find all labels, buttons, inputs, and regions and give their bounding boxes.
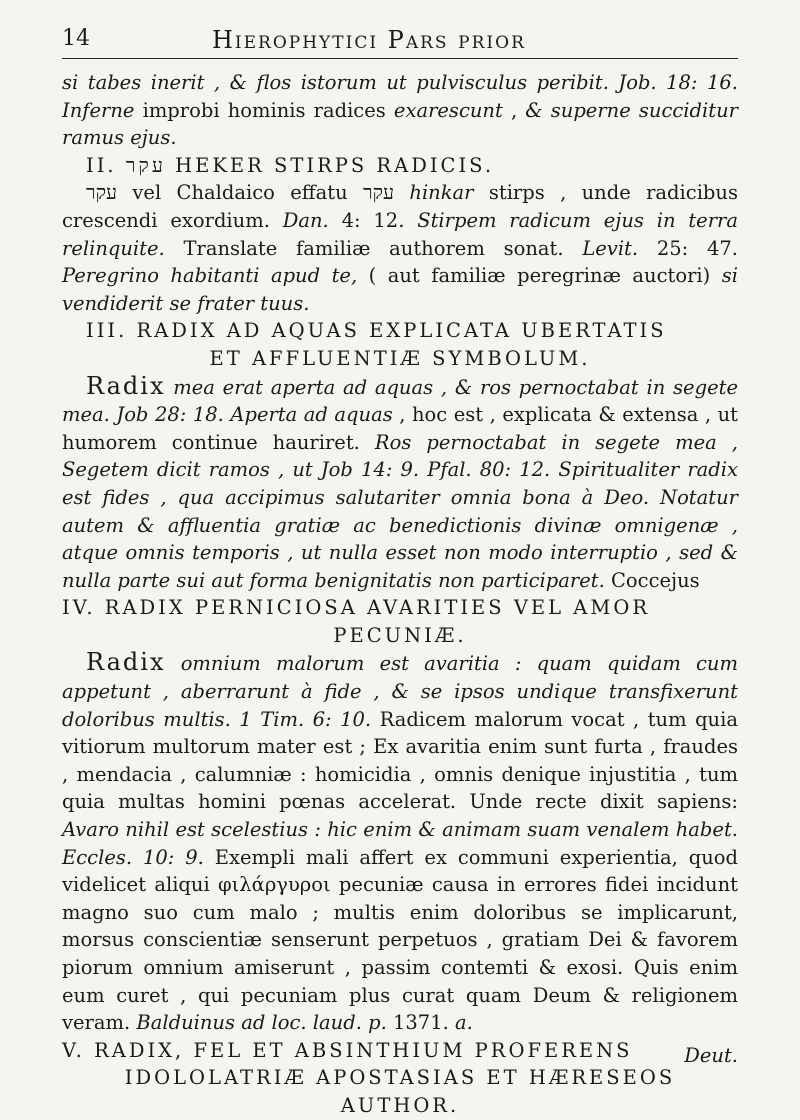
text-span: Avaro nihil est scelestius : hic enim & animam suam venalem habet. Eccles. 10: 9. <box>62 818 738 869</box>
text-span: si tabes inerit , & flos istorum ut pulvisculus peribit. Job. 18: 16. <box>62 71 738 94</box>
section-title: HEKER STIRPS RADICIS. <box>165 153 495 177</box>
text-span: 1371. <box>386 1011 456 1035</box>
text-span: mea erat aperta ad aquas , & ros pernoctabat in segete mea. Job 28: 18. <box>62 375 738 427</box>
page-number: 14 <box>62 26 90 51</box>
page-header <box>62 24 738 59</box>
text-span: a. <box>455 1011 473 1035</box>
text-span: Coccejus <box>604 568 700 592</box>
catchword: Deut. <box>684 1044 738 1067</box>
section-3-heading-line2: ET AFFLUENTIÆ SYMBOLUM. <box>209 346 591 370</box>
text-span: Spiritualiter radix est fides , qua accipimus salutariter omnia bona à Deo. Notatur autem & affluentia gratiæ ac benedictionis divinæ omnigenæ , atque omnis temporis , ut nulla esset non modo interruptio , sed & nulla parte sui aut forma benignitatis non participaret. <box>62 458 738 592</box>
section-2-body <box>62 179 738 317</box>
text-span: Radicem malorum vocat , tum quia vitiorum multorum mater est ; Ex avaritia enim sunt furta , fraudes , mendacia , calumniæ : homicidia , omnis denique injustitia , tum quia multas homini pœnas accelerat. Unde recte dixit sapiens: <box>62 707 738 814</box>
paragraph-continuation <box>62 69 738 152</box>
text-span: si vendiderit se frater tuus. <box>62 264 738 315</box>
text-span: 25: 47. <box>638 236 739 260</box>
text-span: stirps , unde radicibus crescendi exordium. <box>62 181 738 232</box>
lead-word: Radix <box>86 371 166 400</box>
section-5-heading: V. RADIX, FEL ET ABSINTHIUM PROFERENS <box>62 1038 633 1062</box>
section-4-heading-line2: PECUNIÆ. <box>333 623 467 647</box>
running-title: Hierophytici Pars prior <box>212 26 526 54</box>
hebrew-word: עקר <box>125 153 166 177</box>
text-span: Stirpem radicum ejus in terra relinquite. <box>62 208 738 260</box>
lead-word: Radix <box>86 648 166 677</box>
text-span: Inferne <box>62 98 135 122</box>
section-3-heading: III. RADIX AD AQUAS EXPLICATA UBERTATIS <box>86 319 667 343</box>
text-span: Levit. <box>582 236 639 260</box>
section-4-heading: IV. RADIX PERNICIOSA AVARITIES VEL AMOR <box>62 596 651 620</box>
section-5-heading-line3: AUTHOR. <box>340 1093 460 1117</box>
text-span: , <box>502 98 526 122</box>
text-span: Ros pernoctabat in segete mea , Segetem dicit ramos , ut Job 14: 9. Pfal. 80: 12. <box>62 430 738 482</box>
text-span: omnium malorum est avaritia : quam quidam cum appetunt , aberrarunt à fide , & se ipsos undique transfixerunt doloribus multis. 1 Tim. 6: 10. <box>62 652 738 731</box>
text-span: ( aut familiæ peregrinæ auctori) <box>357 264 722 288</box>
text-span: 4: 12. <box>328 208 418 232</box>
section-4-body <box>62 649 738 1036</box>
text-span: Aperta ad aquas <box>230 403 393 427</box>
text-span: Dan. <box>282 208 329 232</box>
section-2-heading <box>62 152 738 180</box>
text-span: Balduinus ad loc. laud. p. <box>136 1011 387 1035</box>
text-span: improbi hominis radices <box>134 98 394 122</box>
main-text <box>62 69 738 1120</box>
text-span: exarescunt <box>393 98 503 122</box>
text-span: Exempli mali affert ex communi experientia, quod videlicet aliqui φιλάργυροι pecuniæ causa in errores fidei incidunt magno suo cum malo ; multis enim doloribus se implicarunt, morsus conscientiæ senserunt perpetuos , gratiam Dei & favorem piorum omnium amiserunt , passim contemti & exosi. Quis enim eum curet , qui pecuniam plus curat quam Deum & religionem veram. <box>62 845 738 1035</box>
text-span: Peregrino habitanti apud te, <box>62 264 358 288</box>
text-span: Translate familiæ authorem sonat. <box>164 236 583 260</box>
text-span: hinkar <box>409 181 474 205</box>
section-5-heading-line2: IDOLOLATRIÆ APOSTASIAS ET HÆRESEOS <box>124 1066 676 1090</box>
text-span: עקר vel Chaldaico effatu עקר <box>86 181 410 205</box>
text-span: , hoc est , explicata & extensa , ut humorem continue hauriret. <box>62 403 738 454</box>
text-span: & superne succiditur ramus ejus. <box>62 98 738 150</box>
section-number: II. <box>86 153 126 177</box>
section-3-body <box>62 373 738 595</box>
